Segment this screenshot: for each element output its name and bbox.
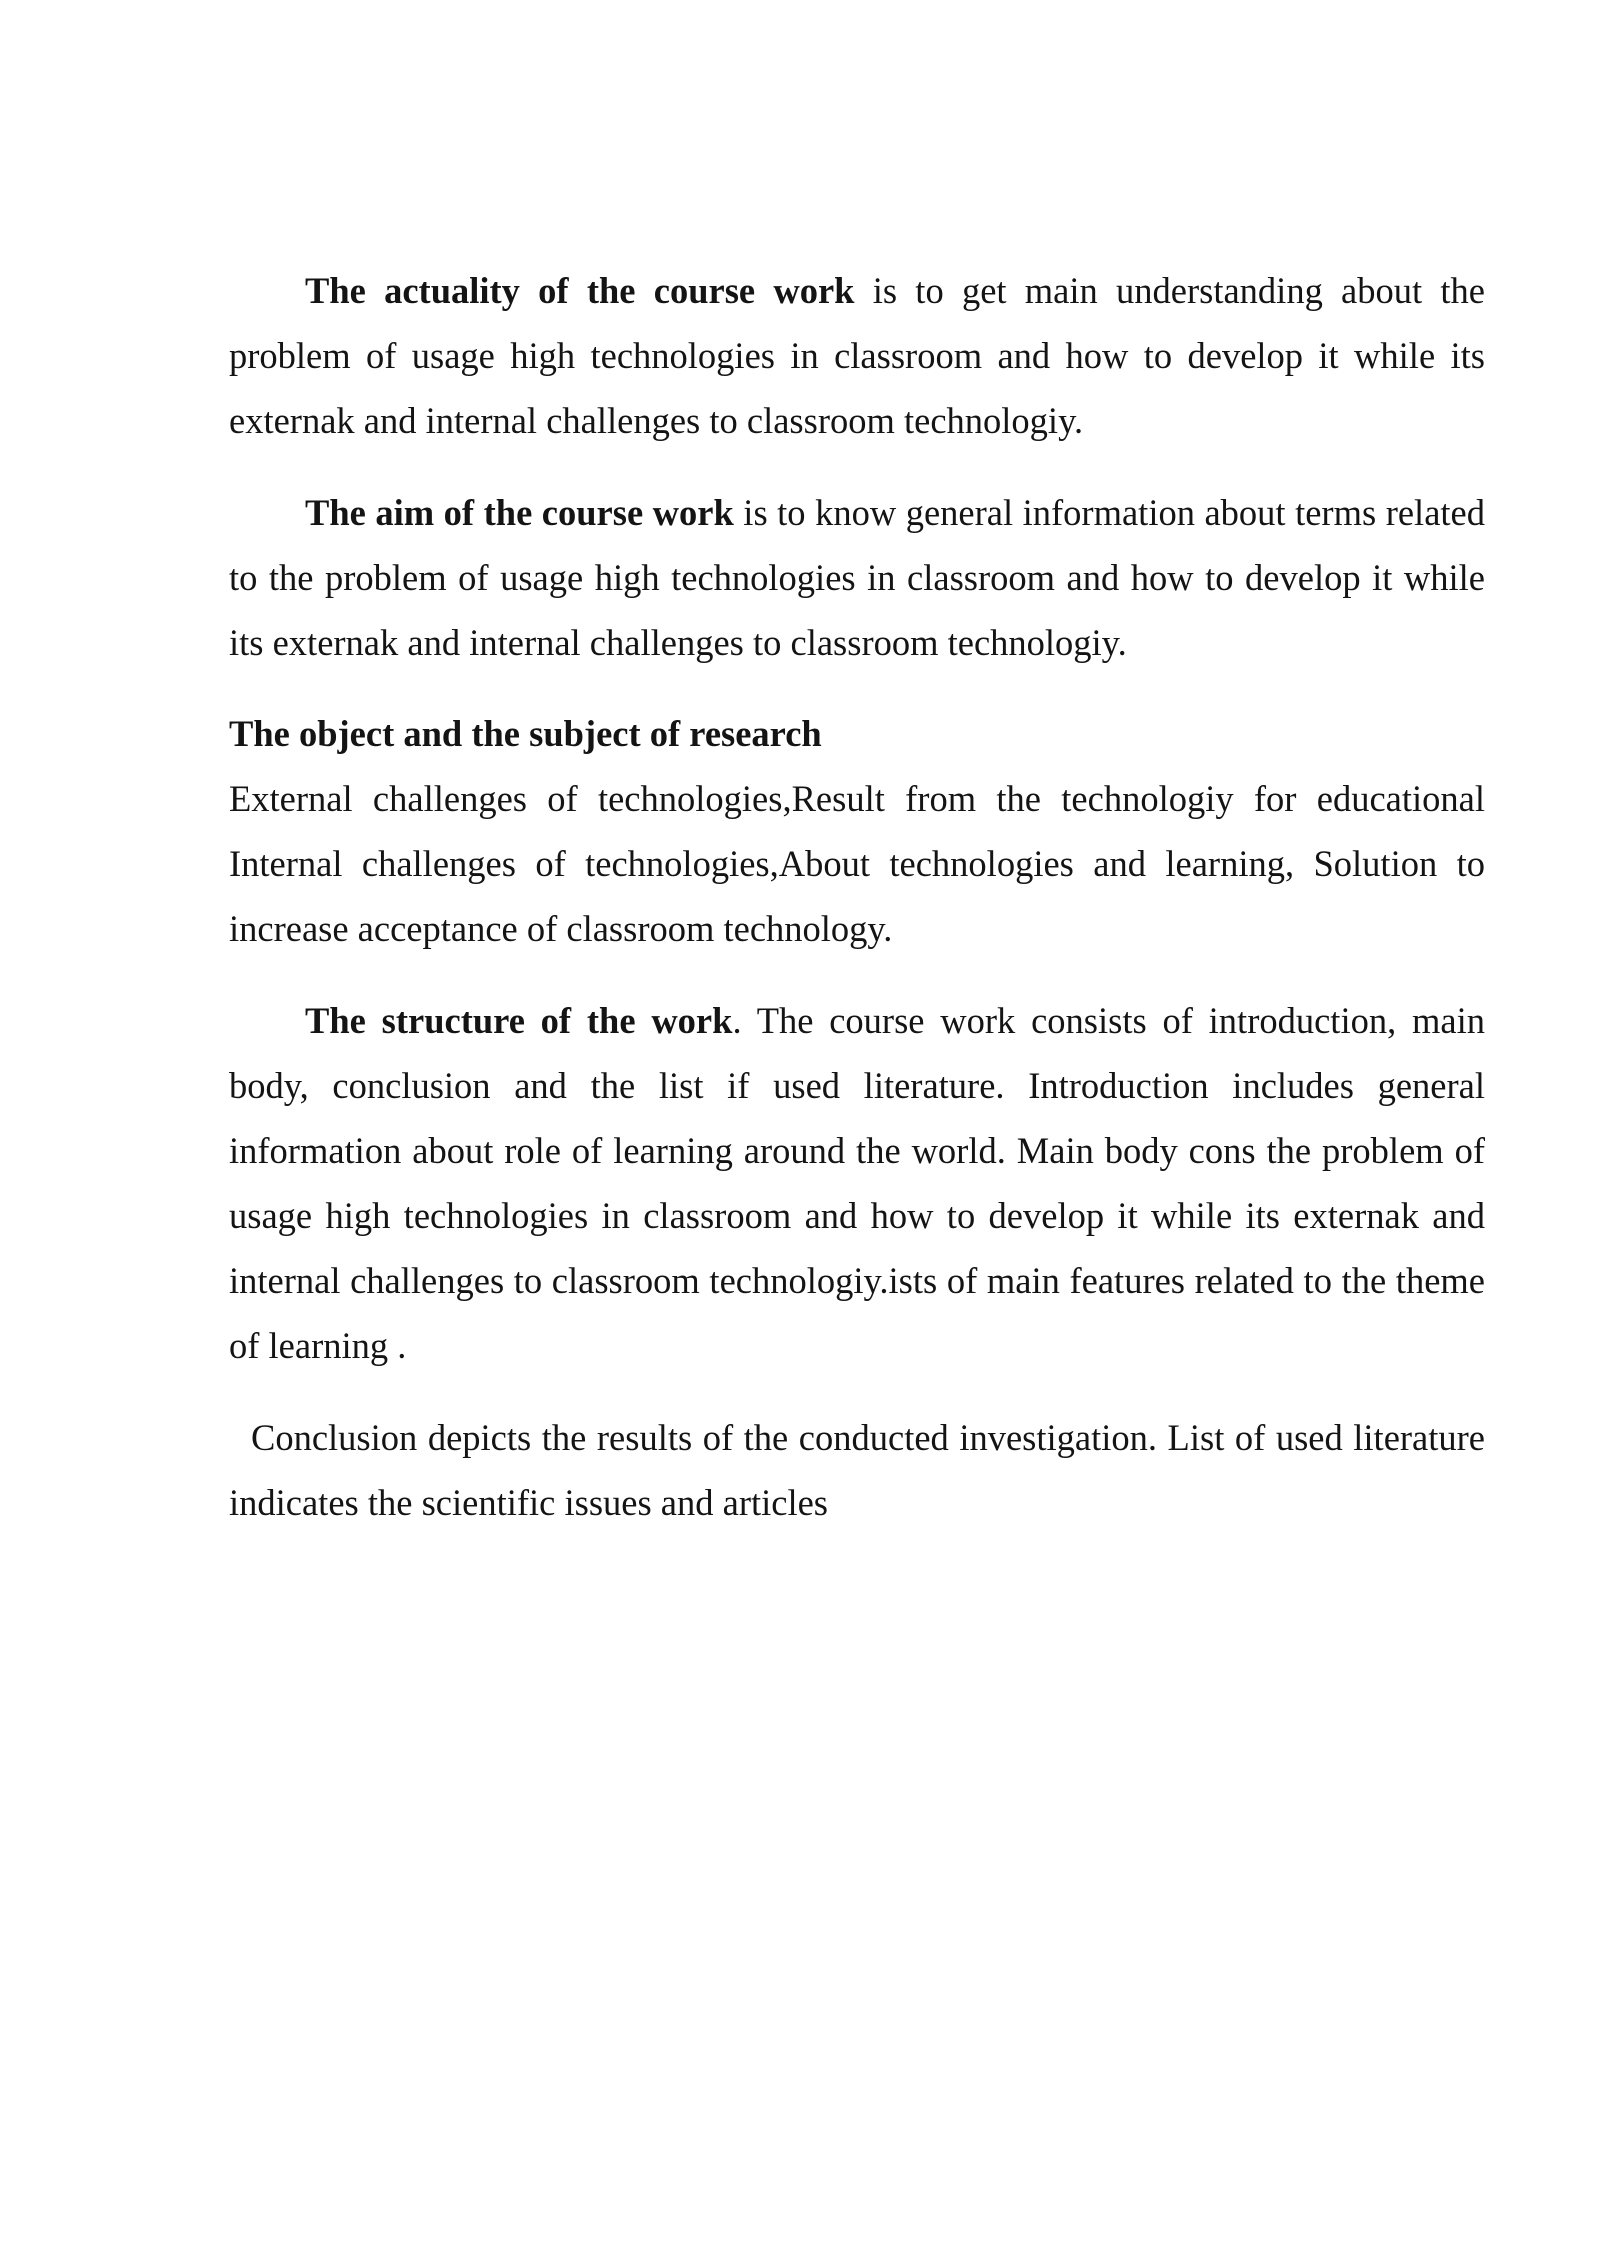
actuality-paragraph <box>229 258 1485 453</box>
aim-paragraph <box>229 480 1485 675</box>
structure-paragraph <box>229 988 1485 1378</box>
object-subject-paragraph: External challenges of technologies,Result from the technologiy for educational Internal challenges of technologies,About technologies and learning, Solution to increase acceptance of classroom technology. <box>229 778 1485 949</box>
aim-lead: The aim of the course work <box>305 492 734 533</box>
actuality-lead: The actuality of the course work <box>305 270 855 311</box>
structure-text: . The course work consists of introduction, main body, conclusion and the list if used literature. Introduction includes general information about role of learning around the world. Main body cons the problem of usage high technologies in classroom and how to develop it while its externak and internal challenges to classroom technologiy.ists of main features related to the theme of learning . <box>229 1000 1485 1366</box>
conclusion-paragraph: Conclusion depicts the results of the conducted investigation. List of used literature indicates the scientific issues and articles <box>229 1417 1485 1523</box>
object-subject-heading: The object and the subject of research <box>229 713 822 754</box>
aim-text: is to know general information about terms related to the problem of usage high technologies in classroom and how to develop it while its externak and internal challenges to classroom technologiy. <box>229 492 1485 663</box>
structure-lead: The structure of the work <box>305 1000 733 1041</box>
document-body <box>229 258 1485 1535</box>
actuality-text: is to get main understanding about the problem of usage high technologies in classroom and how to develop it while its externak and internal challenges to classroom technologiy. <box>229 270 1485 441</box>
